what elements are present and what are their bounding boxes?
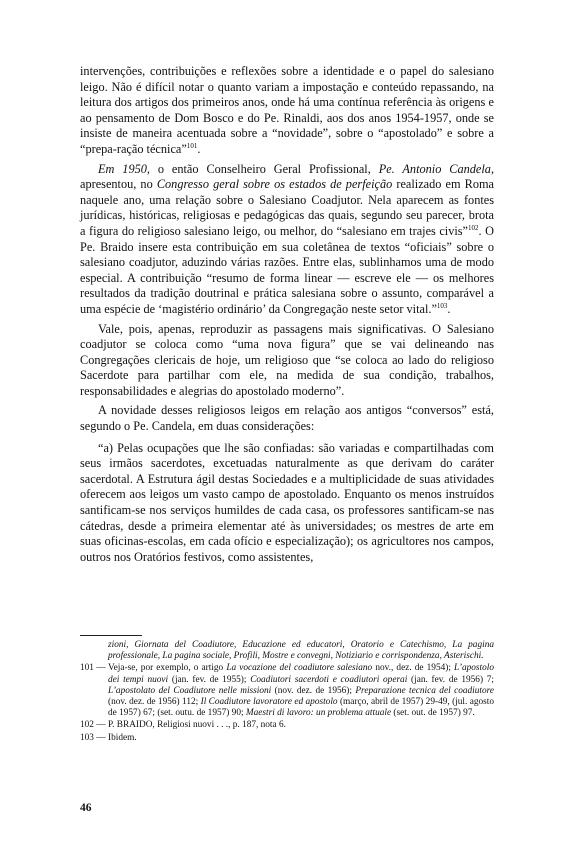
paragraph-1-end: . (197, 141, 201, 156)
paragraph-2-text-a: , o então Conselheiro Geral Profissional, (146, 161, 379, 176)
footnote-continuation: zioni, Giornata del Coadiutore, Educazione ed educatori, Oratorio e Catechismo, La pagina professionale, La pagina sociale, Profili, Mostre e convegni, Notiziario e corrispondenza, Asterischi. (108, 640, 494, 662)
footnote-103 (80, 733, 494, 744)
paragraph-1-text: intervenções, contribuições e reflexões sobre a identidade e o papel do salesiano leigo. Não é difícil notar o quanto variam a impostação e conteúdo repassando, na leitura dos artigos dos primeiros anos, onde há uma contínua referência às origens e ao pensamento de Dom Bosco e do Pe. Rinaldi, aos dos anos 1954-1957, onde se insiste de maneira acentuada sobre a “novidade”, sobre o “apostolado” e sobre a “prepa-ração técnica” (80, 64, 494, 156)
page-number: 46 (80, 802, 92, 814)
paragraph-2-end: . (447, 301, 451, 316)
footnote-text: P. BRAIDO, Religiosi nuovi . . ., p. 187, nota 6. (108, 720, 286, 731)
footnote-number: 102 — (80, 720, 106, 731)
footnote-102 (80, 720, 494, 731)
paragraph-3: Vale, pois, apenas, reproduzir as passagens mais significativas. O Salesiano coadjutor se coloca como “uma nova figura” que se vai delineando nas Congregações clericais de hoje, um religioso que “se coloca ao lado do religioso Sacerdote para partilhar com ele, na medida de sua condição, trabalhos, responsabilidades e alegrias do apostolado moderno”. (80, 321, 494, 398)
footnote-ref-101: 101 (186, 141, 198, 150)
paragraph-2-text-d: . O Pe. Braido insere esta contribuição em sua coletânea de textos “oficiais” sobre o salesiano coadjutor, aduzindo várias razões. Entre elas, sublinhamos uma de modo especial. A contribuição “resumo de forma linear — escreve ele — os melhores resultados da tradição doutrinal e prática salesiana sobre o assunto, comparável a uma espécie de ‘magistério ordinário’ da Congregação neste setor vital.” (80, 223, 495, 316)
footnote-101 (80, 663, 494, 719)
person-name-italic: Pe. Antonio Candela (378, 161, 491, 176)
footnote-number: 101 — (80, 663, 106, 674)
footnote-divider (80, 635, 142, 636)
footnote-ref-103: 103 (436, 301, 448, 310)
body-text (80, 64, 494, 569)
footnote-text: Veja-se, por exemplo, o artigo La vocazione del coadiutore salesiano nov., dez. de 1954); L’apostolo dei tempi nuovi (jan. fev. de 1955); Coadiutori sacerdoti e coadiutori operai (jan. fev. de 1956) 7; L’apostolato del Coadiutore nelle missioni (nov. dez. de 1956); Preparazione tecnica del coadiutore (nov. dez. de 1956) 112; Il Coadiutore lavoratore ed apostolo (março, abril de 1957) 29-49, (jul. agosto de 1957) 67; (set. outu. de 1957) 90; Maestri di lavoro: un problema attuale (set. out. de 1957) 97. (108, 663, 495, 719)
paragraph-5-quote: “a) Pelas ocupações que lhe são confiadas: são variadas e compartilhadas com seus irmãos sacerdotes, excetuadas naturalmente as que derivam do caráter sacerdotal. A Estrutura ágil destas Sociedades e a multiplicidade de suas atividades oferecem aos leigos um vasto campo de apostolado. Enquanto os menos instruídos santificam-se nos serviços humildes de cada casa, os professores santificam-se nas cátedras, desde a primeira elementar até às universidades; os mestres de arte em suas oficinas-escolas, em cada ofício e especialização); os agricultores nos campos, outros nos Oratórios festivos, como assistentes, (80, 440, 494, 564)
paragraph-4: A novidade desses religiosos leigos em relação aos antigos “conversos” está, segundo o Pe. Candela, em duas considerações: (80, 403, 494, 434)
year-italic: Em 1950 (98, 161, 147, 176)
paragraph-2-text-c: realizado em Roma naquele ano, uma relação sobre o Salesiano Coadjutor. Nela aparecem as fontes jurídicas, históricas, religiosas e pedagógicas das quais, segundo seu parecer, brota a figura do religioso salesiano leigo, ou melhor, do “salesiano em trajes civis” (80, 177, 494, 238)
footnote-text: Ibidem. (108, 732, 137, 743)
footnote-ref-102: 102 (468, 223, 479, 232)
footnotes (80, 640, 494, 745)
paragraph-2-text-b: , apresentou, no (80, 161, 495, 192)
paragraph-2 (80, 162, 494, 318)
congress-title-italic: Congresso geral sobre os estados de perfeição (156, 177, 393, 192)
footnote-number: 103 — (80, 732, 106, 743)
paragraph-1 (80, 64, 494, 158)
